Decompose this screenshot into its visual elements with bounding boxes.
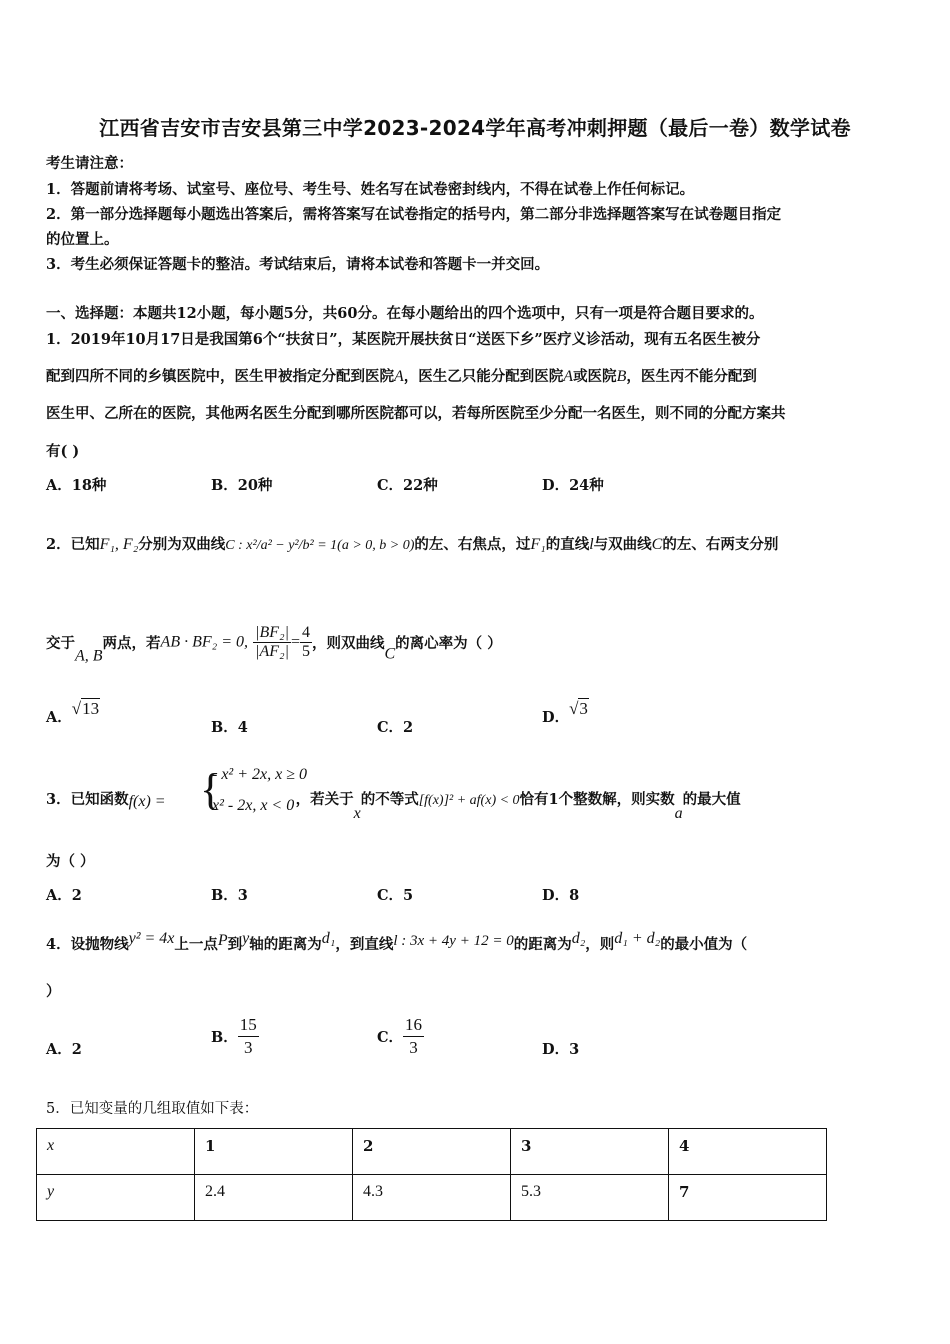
table-cell: 1 xyxy=(195,1129,353,1175)
notice-heading: 考生请注意： xyxy=(46,155,133,172)
q3-option-a[interactable]: A．2 xyxy=(46,887,82,904)
fraction-16-3: $\frac{16}{3}$ xyxy=(405,1015,423,1057)
notice-item-2: 2．第一部分选择题每小题选出答案后，需将答案写在试卷指定的括号内，第二部分非选择题答案写在试卷题目指定 xyxy=(46,206,782,223)
ratio-fraction: $\frac{\text{|BF₂|}}{\text{|AF₂|}}$ xyxy=(255,624,289,660)
q1-option-a[interactable]: A．18种 xyxy=(46,477,107,494)
q4-option-d[interactable]: D．3 xyxy=(542,1041,580,1058)
parabola-equation: y² = 4x xyxy=(128,930,175,947)
q3-option-c[interactable]: C．5 xyxy=(377,887,414,904)
vector-condition: AB · BF₂ = 0, xyxy=(160,633,248,651)
focus-f1: F₁ xyxy=(530,536,546,553)
q3-line-2: 为（ ） xyxy=(46,853,95,870)
q2-option-a[interactable]: A．√13 xyxy=(46,699,100,726)
table-cell: 2.4 xyxy=(195,1175,353,1221)
q5-line-1: 5．已知变量的几组取值如下表： xyxy=(46,1101,259,1117)
q1-line-2: 配到四所不同的乡镇医院中，医生甲被指定分配到医院A，医生乙只能分配到医院A或医院B，医生丙不能分配到 xyxy=(46,368,757,385)
table-cell: 4.3 xyxy=(353,1175,511,1221)
q4-option-a[interactable]: A．2 xyxy=(46,1041,82,1058)
distance-d1: d₁ xyxy=(321,930,336,947)
curve-C: C xyxy=(651,536,663,553)
inequality: [f(x)]² + af(x) < 0 xyxy=(418,793,520,808)
foci-f1-f2: F₁, F₂ xyxy=(99,536,139,553)
hyperbola-equation: C : x²/a² − y²/b² = 1(a > 0, b > 0) xyxy=(225,538,415,553)
q2-option-d[interactable]: D．√3 xyxy=(542,699,588,726)
table-row-x xyxy=(37,1129,827,1175)
notice-item-2-cont: 的位置上。 xyxy=(46,231,119,248)
q2-option-b[interactable]: B．4 xyxy=(211,719,248,736)
table-header-y: y xyxy=(37,1175,195,1221)
value-table xyxy=(36,1128,827,1221)
table-cell: 2 xyxy=(353,1129,511,1175)
points-A-B: A, B xyxy=(75,647,103,665)
var-B: B xyxy=(616,368,627,385)
table-cell: 7 xyxy=(669,1175,827,1221)
q1-line-3: 医生甲、乙所在的医院，其他两名医生分配到哪所医院都可以，若每所医院至少分配一名医生，则不同的分配方案共 xyxy=(46,405,786,422)
q1-line-1: 1．2019年10月17日是我国第6个“扶贫日”，某医院开展扶贫日“送医下乡”医疗义诊活动，现有五名医生被分 xyxy=(46,331,761,348)
q3-line-1: 3．已知函数f(x) = ，若关于x的不等式[f(x)]² + af(x) < 0恰有1个整数解，则实数a的最大值 xyxy=(46,791,741,822)
table-cell: 5.3 xyxy=(511,1175,669,1221)
q4-line-1: 4．设抛物线y² = 4x上一点P到y轴的距离为d₁，到直线l : 3x + 4y + 12 = 0的距离为d₂，则d₁ + d₂的最小值为（ xyxy=(46,930,748,953)
sqrt-13: √13 xyxy=(71,699,100,718)
q2-line-2: 交于A, B两点，若AB · BF₂ = 0, $\frac{\text{|BF₂|}}{\text{|AF₂|}}$ = $\frac{4}{5}$ ，则双曲线C的离心率为（ ） xyxy=(46,624,502,665)
q3-option-d[interactable]: D．8 xyxy=(542,887,580,904)
line-equation: l : 3x + 4y + 12 = 0 xyxy=(393,933,514,949)
var-a: a xyxy=(674,805,683,822)
exam-title: 江西省吉安市吉安县第三中学2023-2024学年高考冲刺押题（最后一卷）数学试卷 xyxy=(99,116,851,140)
function-f: f(x) = xyxy=(128,793,166,810)
var-A-2: A xyxy=(563,368,574,385)
piecewise-brace: { xyxy=(200,765,222,814)
q4-line-2: ） xyxy=(46,983,61,1000)
table-cell: 3 xyxy=(511,1129,669,1175)
q2-line-1: 2．已知F₁, F₂分别为双曲线C : x²/a² − y²/b² = 1(a > 0, b > 0)的左、右焦点，过F₁的直线l与双曲线C的左、右两支分别 xyxy=(46,536,779,553)
table-header-x: x xyxy=(37,1129,195,1175)
q1-option-b[interactable]: B．20种 xyxy=(211,477,273,494)
distance-d2: d₂ xyxy=(571,930,586,947)
q4-option-b[interactable]: B． $\frac{15}{3}$ xyxy=(211,1015,257,1057)
axis-y: y xyxy=(242,930,250,947)
section-heading: 一、选择题：本题共12小题，每小题5分，共60分。在每小题给出的四个选项中，只有一项是符合题目要求的。 xyxy=(46,305,764,322)
q4-option-c[interactable]: C． $\frac{16}{3}$ xyxy=(377,1015,423,1057)
ratio-value: $\frac{4}{5}$ xyxy=(302,624,310,660)
distance-sum: d₁ + d₂ xyxy=(614,930,661,947)
fraction-15-3: $\frac{15}{3}$ xyxy=(239,1015,257,1057)
table-cell: 4 xyxy=(669,1129,827,1175)
notice-item-3: 3．考生必须保证答题卡的整洁。考试结束后，请将本试卷和答题卡一并交回。 xyxy=(46,256,550,273)
curve-C-2: C xyxy=(384,645,396,663)
q1-line-4: 有( ) xyxy=(46,443,80,460)
var-A: A xyxy=(394,368,404,385)
piecewise-case-2: x² - 2x, x < 0 xyxy=(212,797,295,814)
point-P: P xyxy=(217,932,228,949)
q3-option-b[interactable]: B．3 xyxy=(211,887,248,904)
piecewise-case-1: - x² + 2x, x ≥ 0 xyxy=(212,766,308,783)
q1-option-c[interactable]: C．22种 xyxy=(377,477,438,494)
notice-item-1: 1．答题前请将考场、试室号、座位号、考生号、姓名写在试卷密封线内，不得在试卷上作任何标记。 xyxy=(46,181,695,198)
sqrt-3: √3 xyxy=(569,699,588,718)
line-l: l xyxy=(589,536,594,553)
table-row-y xyxy=(37,1175,827,1221)
q1-option-d[interactable]: D．24种 xyxy=(542,477,604,494)
q2-option-c[interactable]: C．2 xyxy=(377,719,414,736)
var-x: x xyxy=(353,805,361,822)
